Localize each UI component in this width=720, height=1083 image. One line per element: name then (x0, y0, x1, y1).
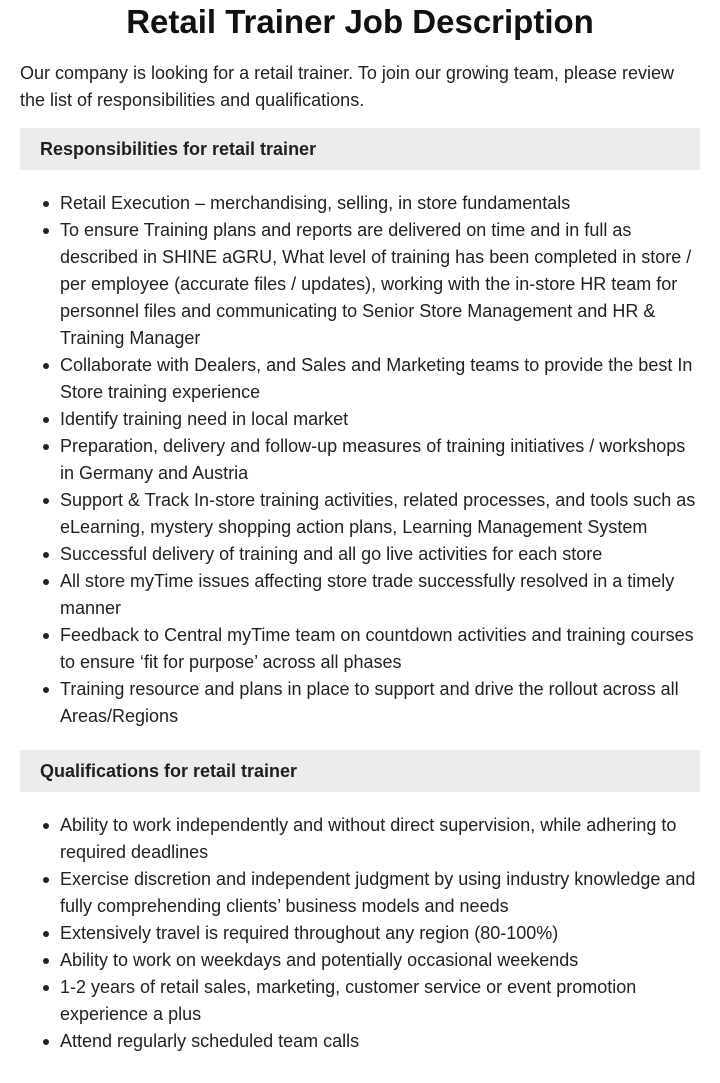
responsibility-item: Feedback to Central myTime team on countdown activities and training courses to ensure ‘fit for purpose’ across all phases (60, 622, 700, 676)
responsibility-item: Support & Track In-store training activities, related processes, and tools such as eLearning, mystery shopping action plans, Learning Management System (60, 487, 700, 541)
responsibilities-list (20, 190, 700, 730)
responsibility-item: Identify training need in local market (60, 406, 700, 433)
responsibility-item: Successful delivery of training and all go live activities for each store (60, 541, 700, 568)
qualification-item: Extensively travel is required throughout any region (80-100%) (60, 920, 700, 947)
responsibility-item: To ensure Training plans and reports are delivered on time and in full as described in SHINE aGRU, What level of training has been completed in store / per employee (accurate files / updates), working with the in-store HR team for personnel files and communicating to Senior Store Management and HR & Training Manager (60, 217, 700, 352)
responsibilities-heading: Responsibilities for retail trainer (20, 128, 700, 170)
qualification-item: Exercise discretion and independent judgment by using industry knowledge and fully comprehending clients’ business models and needs (60, 866, 700, 920)
qualification-item: Ability to work independently and without direct supervision, while adhering to required deadlines (60, 812, 700, 866)
qualifications-heading: Qualifications for retail trainer (20, 750, 700, 792)
qualification-item: Attend regularly scheduled team calls (60, 1028, 700, 1055)
qualifications-list (20, 812, 700, 1055)
qualification-item: 1-2 years of retail sales, marketing, customer service or event promotion experience a plus (60, 974, 700, 1028)
responsibility-item: All store myTime issues affecting store trade successfully resolved in a timely manner (60, 568, 700, 622)
intro-paragraph: Our company is looking for a retail trainer. To join our growing team, please review the list of responsibilities and qualifications. (20, 63, 674, 110)
responsibility-item: Preparation, delivery and follow-up measures of training initiatives / workshops in Germany and Austria (60, 433, 700, 487)
responsibility-item: Training resource and plans in place to support and drive the rollout across all Areas/Regions (60, 676, 700, 730)
responsibility-item: Retail Execution – merchandising, selling, in store fundamentals (60, 190, 700, 217)
qualification-item: Ability to work on weekdays and potentially occasional weekends (60, 947, 700, 974)
page-title: Retail Trainer Job Description (126, 3, 594, 40)
responsibility-item: Collaborate with Dealers, and Sales and Marketing teams to provide the best In Store training experience (60, 352, 700, 406)
